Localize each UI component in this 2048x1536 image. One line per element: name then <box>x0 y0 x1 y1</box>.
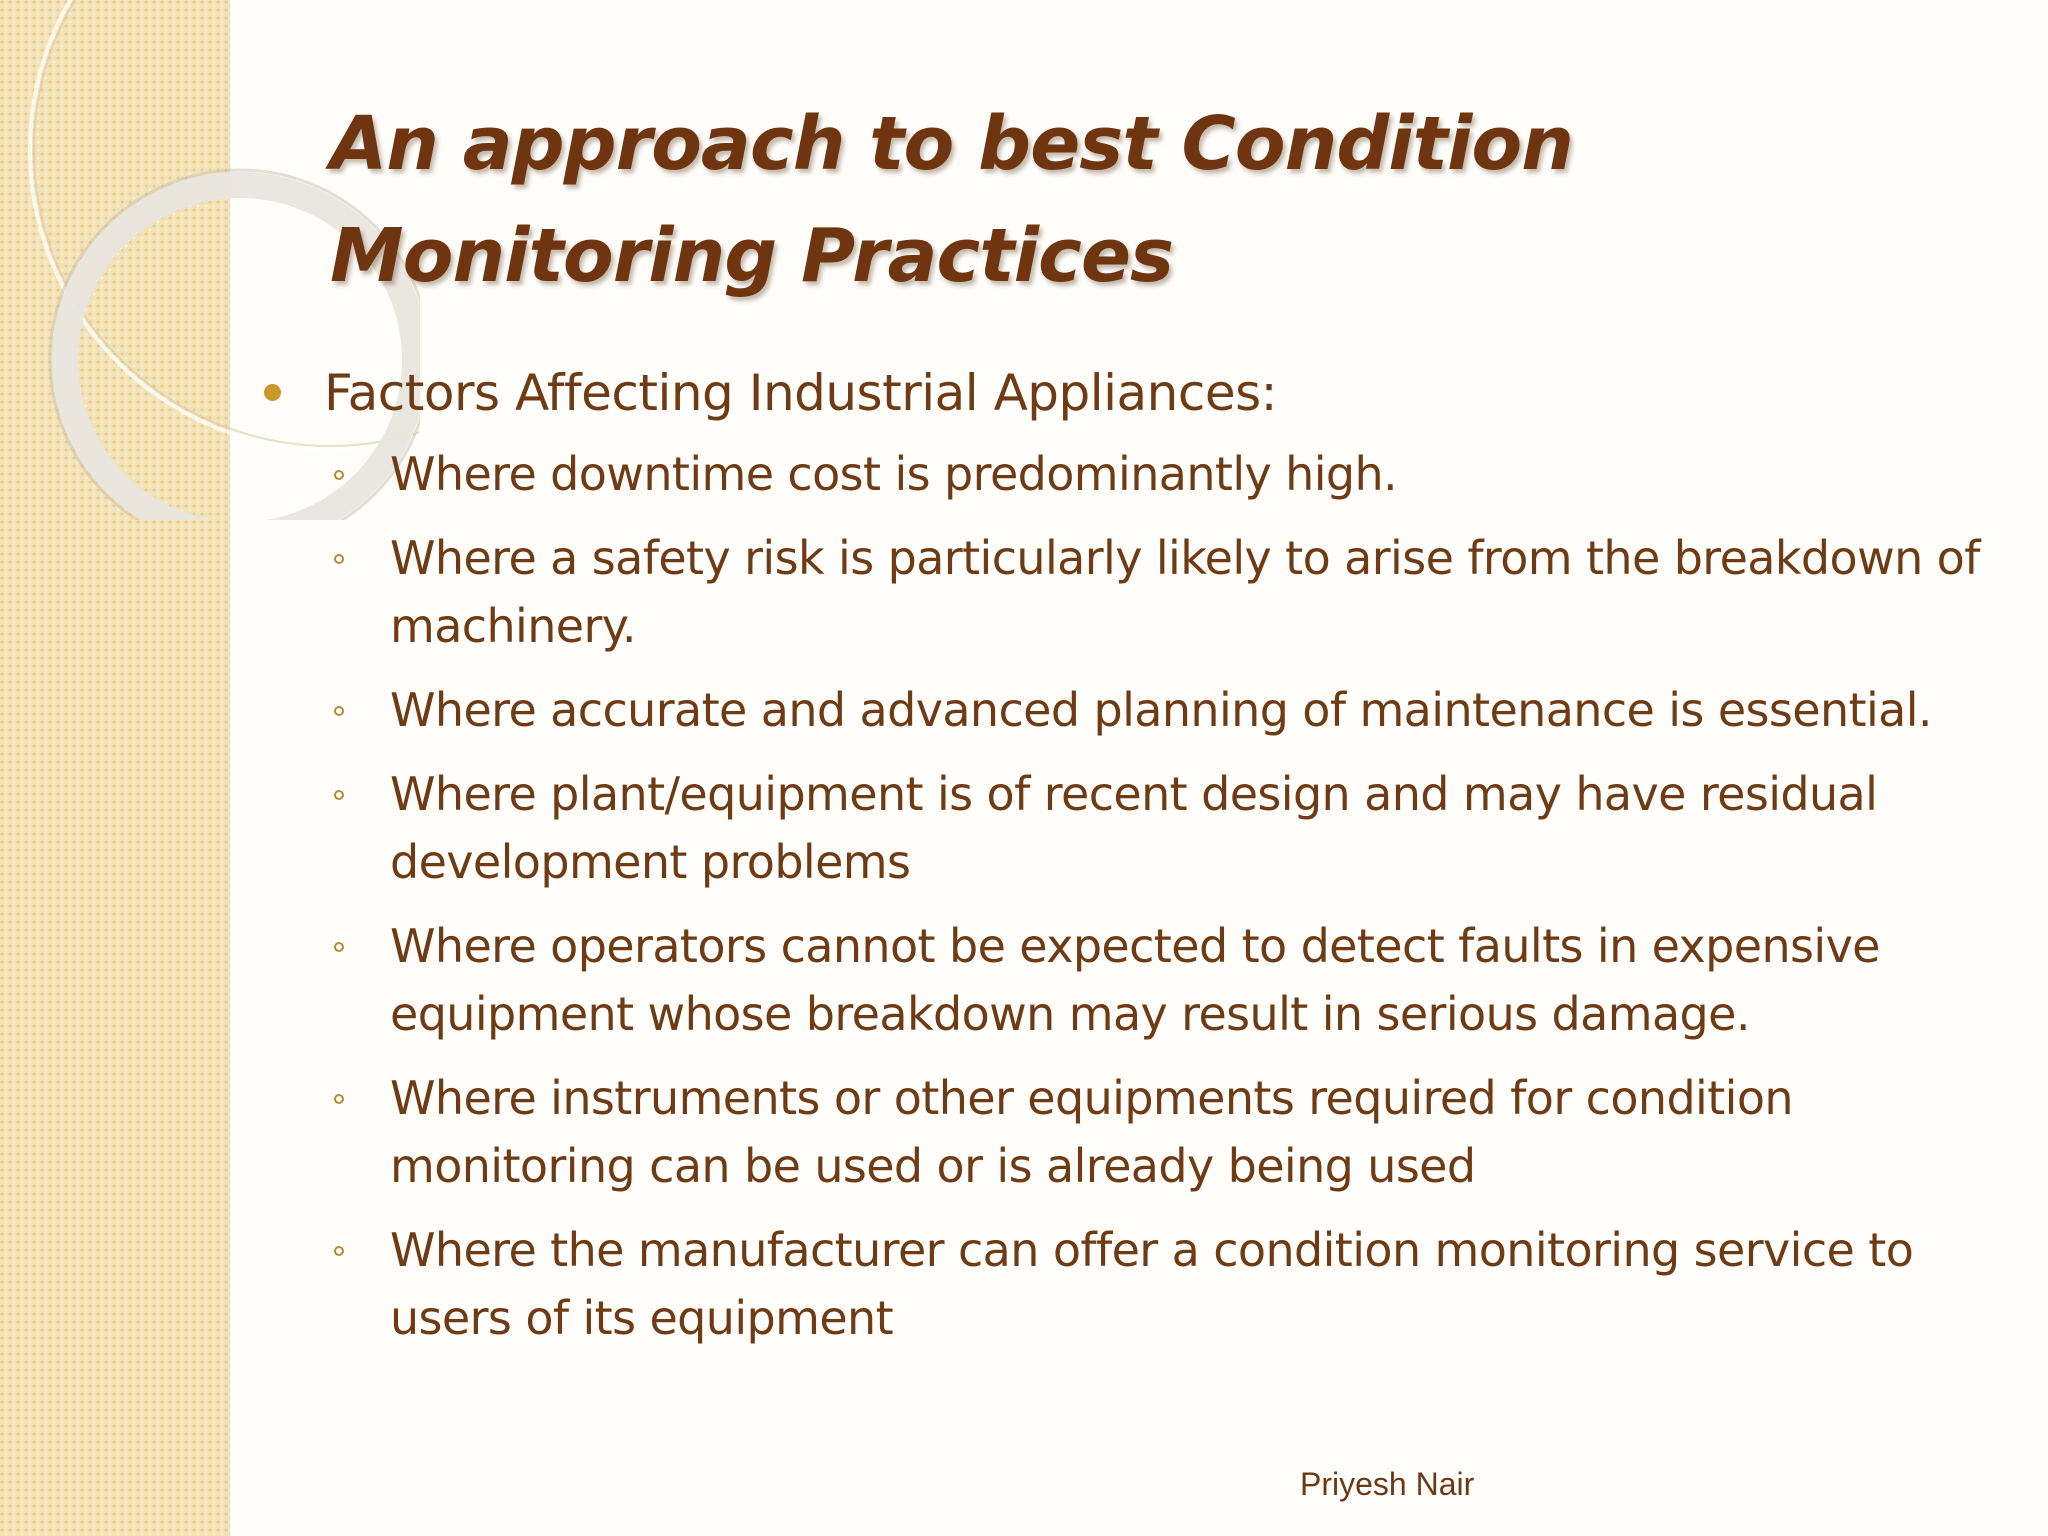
sub-bullet-text: Where the manufacturer can offer a condition monitoring service to users of its equipment <box>390 1223 1914 1345</box>
hollow-circle-bullet-icon <box>334 554 344 564</box>
sub-bullet-text: Where a safety risk is particularly likely to arise from the breakdown of machinery. <box>390 531 1980 653</box>
decorative-side-band <box>0 0 230 1536</box>
bullet-item-factors <box>258 356 2028 430</box>
hollow-circle-bullet-icon <box>334 1094 344 1104</box>
slide-title: An approach to best Condition Monitoring Practices <box>330 101 1573 299</box>
sub-bullet-item <box>328 524 2028 660</box>
filled-circle-bullet-icon <box>264 384 281 401</box>
sub-bullet-item <box>328 676 2028 744</box>
sub-bullet-text: Where downtime cost is predominantly high. <box>390 447 1398 501</box>
sub-bullet-text: Where instruments or other equipments required for condition monitoring can be used or is already being used <box>390 1071 1793 1193</box>
sub-bullet-text: Where accurate and advanced planning of maintenance is essential. <box>390 683 1932 737</box>
bullet-text: Factors Affecting Industrial Appliances: <box>324 364 1278 422</box>
author-name: Priyesh Nair <box>1300 1466 1475 1502</box>
hollow-circle-bullet-icon <box>334 1246 344 1256</box>
hollow-circle-bullet-icon <box>334 790 344 800</box>
hollow-circle-bullet-icon <box>334 470 344 480</box>
sub-bullet-item <box>328 760 2028 896</box>
sub-bullet-item <box>328 1064 2028 1200</box>
hollow-circle-bullet-icon <box>334 942 344 952</box>
sub-bullet-item <box>328 440 2028 508</box>
sub-bullet-text: Where plant/equipment is of recent design and may have residual development problems <box>390 767 1878 889</box>
sub-bullet-item <box>328 1216 2028 1352</box>
sub-bullet-item <box>328 912 2028 1048</box>
hollow-circle-bullet-icon <box>334 706 344 716</box>
bullet-list <box>258 356 2028 1368</box>
sub-bullet-text: Where operators cannot be expected to detect faults in expensive equipment whose breakdown may result in serious damage. <box>390 919 1880 1041</box>
